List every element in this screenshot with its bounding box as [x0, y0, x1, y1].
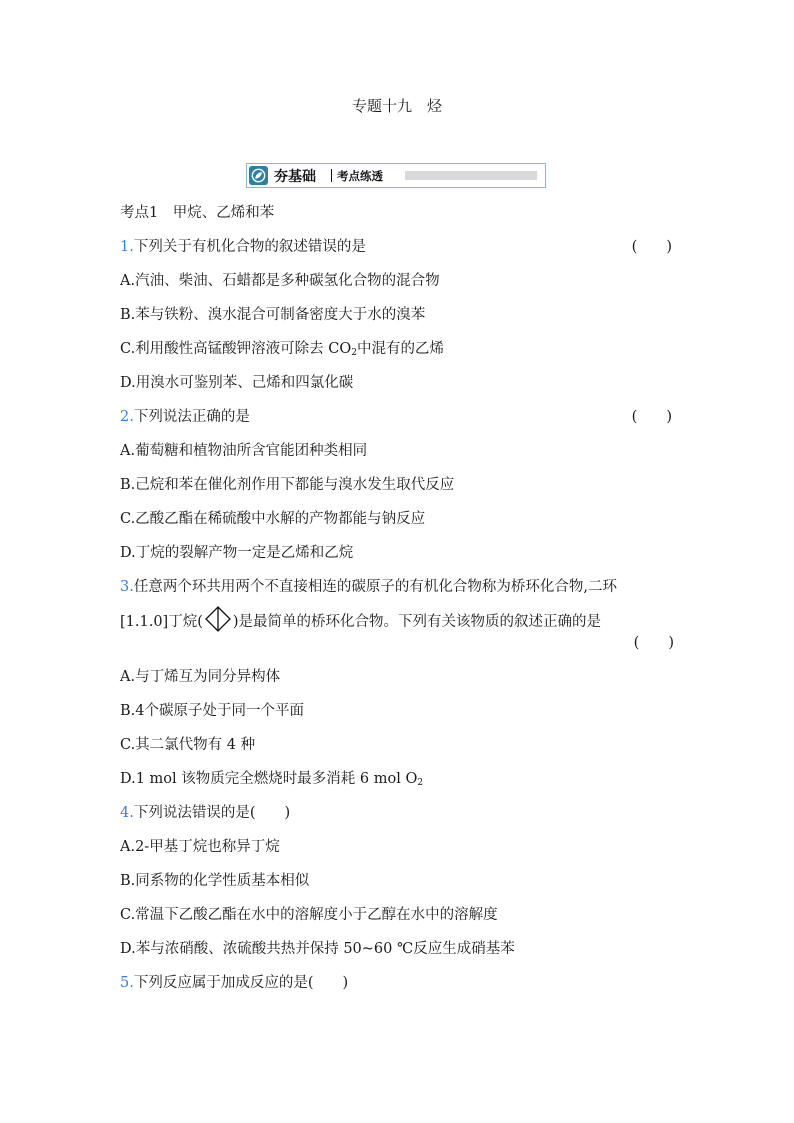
banner-divider [331, 169, 332, 182]
question-4-stem: 4.下列说法错误的是( ) [120, 805, 291, 821]
option: D.用溴水可鉴别苯、己烯和四氯化碳 [120, 375, 354, 391]
banner-bar [405, 171, 537, 180]
option: A.与丁烯互为同分异构体 [120, 669, 281, 685]
question-3-stem: 3.任意两个环共用两个不直接相连的碳原子的有机化合物称为桥环化合物,二环 [120, 579, 617, 595]
leaf-badge-icon [249, 166, 268, 185]
answer-blank: ( ) [631, 409, 672, 425]
option: A.葡萄糖和植物油所含官能团种类相同 [120, 443, 368, 459]
option: A.汽油、柴油、石蜡都是多种碳氢化合物的混合物 [120, 273, 440, 289]
option: C.其二氯代物有 4 种 [120, 737, 256, 753]
option: B.己烷和苯在催化剂作用下都能与溴水发生取代反应 [120, 477, 455, 493]
option: D.苯与浓硝酸、浓硫酸共热并保持 50~60 ℃反应生成硝基苯 [120, 941, 515, 957]
answer-blank: ( ) [633, 635, 674, 651]
page-title: 专题十九 烃 [351, 97, 442, 115]
option: C.利用酸性高锰酸钾溶液可除去 $CO_2$中混有的乙烯 [120, 341, 445, 358]
option: A.2-甲基丁烷也称异丁烷 [120, 839, 280, 855]
question-number: 1. [120, 239, 134, 255]
banner-sublabel: 考点练透 [337, 169, 383, 183]
option: C.乙酸乙酯在稀硫酸中水解的产物都能与钠反应 [120, 511, 426, 527]
option: C.常温下乙酸乙酯在水中的溶解度小于乙醇在水中的溶解度 [120, 907, 498, 923]
option: B.同系物的化学性质基本相似 [120, 873, 310, 889]
option: B.苯与铁粉、溴水混合可制备密度大于水的溴苯 [120, 307, 426, 323]
section-banner [246, 163, 546, 188]
question-number: 5. [120, 975, 134, 991]
question-number: 2. [120, 409, 134, 425]
banner-label: 夯基础 [274, 169, 316, 185]
question-3-stem-cont: [1.1.0]丁烷( )是最简单的桥环化合物。下列有关该物质的叙述正确的是 [120, 611, 601, 633]
option: B.4个碳原子处于同一个平面 [120, 703, 304, 719]
bicyclobutane-structure-icon [204, 605, 232, 633]
banner-frame [246, 163, 546, 188]
question-5-stem: 5.下列反应属于加成反应的是( ) [120, 975, 349, 991]
option: D.丁烷的裂解产物一定是乙烯和乙烷 [120, 545, 354, 561]
option: D.1 mol 该物质完全燃烧时最多消耗 6 mol $O_2$ [120, 771, 424, 788]
answer-blank: ( ) [631, 239, 672, 255]
question-2-stem: 2.下列说法正确的是 [120, 409, 250, 425]
question-number: 4. [120, 805, 134, 821]
question-1-stem: 1.下列关于有机化合物的叙述错误的是 [120, 239, 366, 255]
section-heading: 考点1 甲烷、乙烯和苯 [120, 205, 275, 221]
question-number: 3. [120, 579, 134, 595]
